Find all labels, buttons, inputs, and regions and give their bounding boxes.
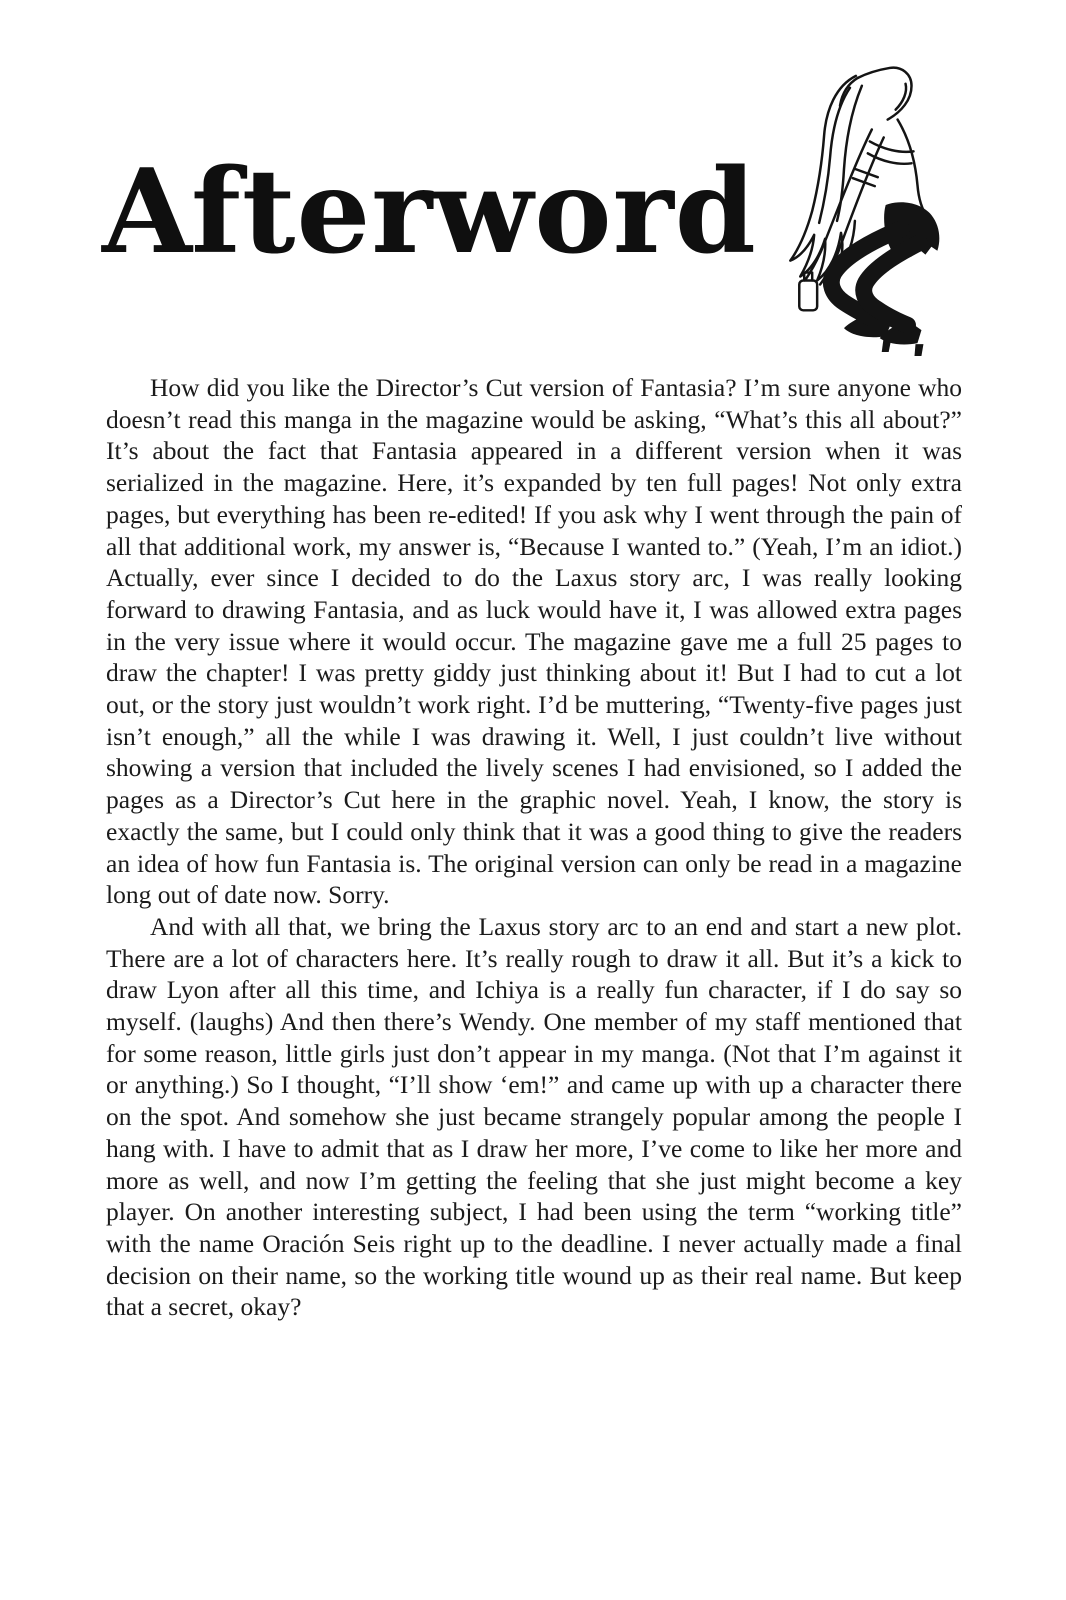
crouching-girl-illustration-icon (720, 58, 960, 356)
page-title: Afterword (102, 144, 757, 280)
afterword-body (106, 372, 962, 1323)
afterword-paragraph-2: And with all that, we bring the Laxus story arc to an end and start a new plot. There are a lot of characters here. It’s really rough to draw it all. But it’s a kick to draw Lyon after all this time, and Ichiya is a really fun character, if I do say so myself. (laughs) And then there’s Wendy. One member of my staff mentioned that for some reason, little girls just don’t appear in my manga. (Not that I’m against it or anything.) So I thought, “I’ll show ‘em!” and came up with up a character there on the spot. And somehow she just became strangely popular among the people I hang with. I have to admit that as I draw her more, I’ve come to like her more and more as well, and now I’m getting the feeling that she just might become a key player. On another interesting subject, I had been using the term “working title” with the name Oración Seis right up to the deadline. I never actually made a final decision on their name, so the working title wound up as their real name. But keep that a secret, okay? (106, 911, 962, 1322)
afterword-paragraph-1: How did you like the Director’s Cut version of Fantasia? I’m sure anyone who doesn’t read this manga in the magazine would be asking, “What’s this all about?” It’s about the fact that Fantasia appeared in a different version when it was serialized in the magazine. Here, it’s expanded by ten full pages! Not only extra pages, but everything has been re-edited! If you ask why I went through the pain of all that additional work, my answer is, “Because I wanted to.” (Yeah, I’m an idiot.) Actually, ever since I decided to do the Laxus story arc, I was really looking forward to drawing Fantasia, and as luck would have it, I was allowed extra pages in the very issue where it would occur. The magazine gave me a full 25 pages to draw the chapter! I was pretty giddy just thinking about it! But I had to cut a lot out, or the story just wouldn’t work right. I’d be muttering, “Twenty-five pages just isn’t enough,” all the while I was drawing it. Well, I just couldn’t live without showing a version that included the lively scenes I had envisioned, so I added the pages as a Director’s Cut here in the graphic novel. Yeah, I know, the story is exactly the same, but I could only think that it was a good thing to give the readers an idea of how fun Fantasia is. The original version can only be read in a magazine long out of date now. Sorry. (106, 373, 962, 910)
